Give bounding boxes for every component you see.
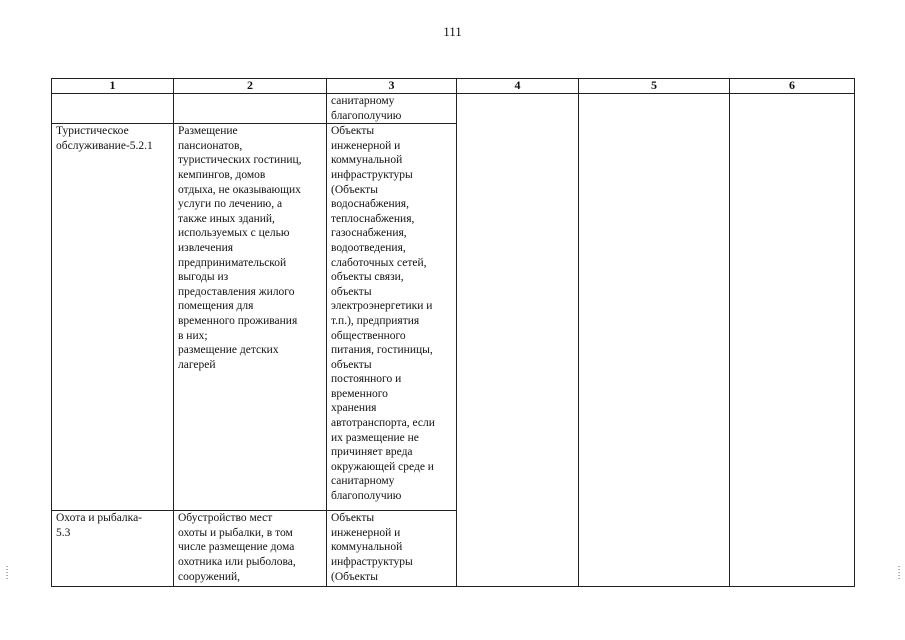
- use-description-cell: Обустройство мест охоты и рыбалки, в том числе размещение дома охотника или рыболова, сооружений,: [174, 511, 327, 587]
- column-header-4: 4: [457, 79, 579, 94]
- use-type-cell: Туристическое обслуживание-5.2.1: [52, 124, 174, 511]
- use-description-cell: Размещение пансионатов, туристических гостиниц, кемпингов, домов отдыха, не оказывающих услуги по лечению, а также иных зданий, используемых с целью извлечения предпринимательской выгоды из предоставления жилого помещения для временного проживания в них; размещение детских лагерей: [174, 124, 327, 511]
- left-edge-mark: ·····: [2, 565, 12, 580]
- table-row: [52, 94, 855, 124]
- column-header-6: 6: [730, 79, 855, 94]
- use-description-cell: [174, 94, 327, 124]
- auxiliary-uses-cell: санитарному благополучию: [327, 94, 457, 124]
- column-4-cell: [457, 94, 579, 587]
- page-number: 111: [443, 24, 462, 39]
- auxiliary-uses-cell: Объекты инженерной и коммунальной инфраструктуры (Объекты: [327, 511, 457, 587]
- use-type-cell: [52, 94, 174, 124]
- use-type-cell: Охота и рыбалка- 5.3: [52, 511, 174, 587]
- column-header-1: 1: [52, 79, 174, 94]
- table-header-row: [52, 79, 855, 94]
- column-header-3: 3: [327, 79, 457, 94]
- column-6-cell: [730, 94, 855, 587]
- column-header-2: 2: [174, 79, 327, 94]
- column-5-cell: [579, 94, 730, 587]
- right-edge-mark: ·····: [894, 565, 904, 580]
- permitted-use-table: [51, 78, 855, 587]
- auxiliary-uses-cell: Объекты инженерной и коммунальной инфраструктуры (Объекты водоснабжения, теплоснабжения, газоснабжения, водоотведения, слаботочных сетей, объекты связи, объекты электроэнергетики и т.п.), предприятия общественного питания, гостиницы, объекты постоянного и временного хранения автотранспорта, если их размещение не причиняет вреда окружающей среде и санитарному благополучию: [327, 124, 457, 511]
- column-header-5: 5: [579, 79, 730, 94]
